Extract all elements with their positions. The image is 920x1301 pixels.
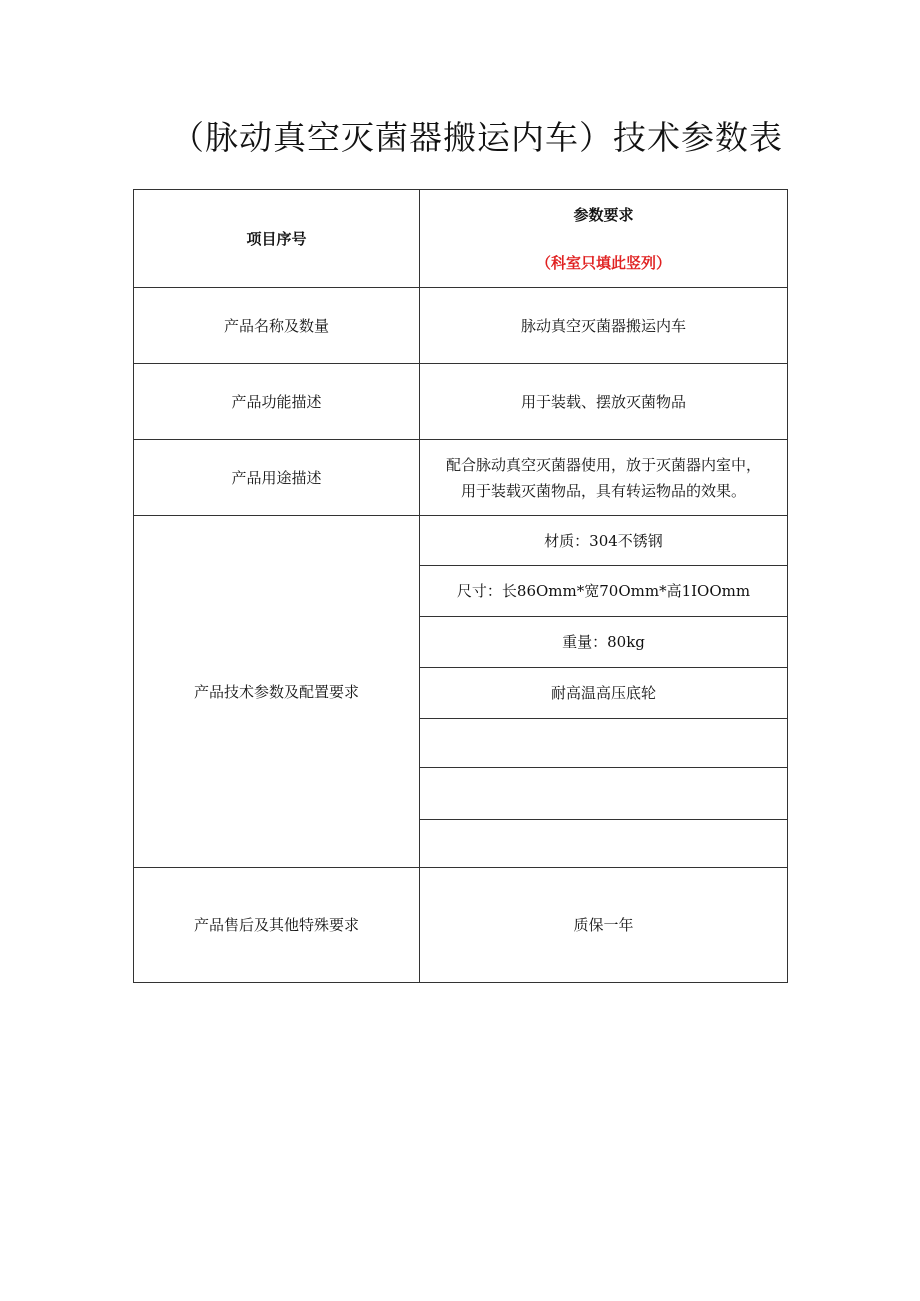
tech-item-casters: 耐高温高压底轮 (420, 668, 788, 719)
row-value-function: 用于装载、摆放灭菌物品 (420, 364, 788, 440)
table-row (134, 364, 788, 440)
row-value-after-sales: 质保一年 (420, 868, 788, 983)
tech-item-dimensions: 尺寸：长86Omm*宽70Omm*高1IOOmm (420, 566, 788, 617)
usage-line-2: 用于装载灭菌物品，具有转运物品的效果。 (460, 481, 746, 500)
tech-item-empty-2 (420, 768, 788, 820)
row-label-usage: 产品用途描述 (134, 440, 420, 516)
tech-item-empty-3 (420, 820, 788, 868)
row-label-function: 产品功能描述 (134, 364, 420, 440)
tech-item-empty-1 (420, 719, 788, 768)
header-item-no: 项目序号 (134, 190, 420, 288)
row-value-name-qty: 脉动真空灭菌器搬运内车 (420, 288, 788, 364)
row-label-after-sales: 产品售后及其他特殊要求 (134, 868, 420, 983)
row-value-usage (420, 440, 788, 516)
tech-item-weight: 重量：80kg (420, 617, 788, 668)
table-row (134, 288, 788, 364)
table-header-row (134, 190, 788, 288)
table-row (134, 516, 788, 566)
tech-item-material: 材质：304不锈钢 (420, 516, 788, 566)
header-requirements-label: 参数要求 (573, 205, 634, 224)
table-row (134, 440, 788, 516)
usage-line-1: 配合脉动真空灭菌器使用，放于灭菌器内室中， (445, 455, 761, 474)
header-requirements-note: （科室只填此竖列） (535, 253, 671, 272)
table-row (134, 868, 788, 983)
row-label-tech: 产品技术参数及配置要求 (134, 516, 420, 868)
row-label-name-qty: 产品名称及数量 (134, 288, 420, 364)
page-title: （脉动真空灭菌器搬运内车）技术参数表 (171, 118, 783, 157)
header-requirements (420, 190, 788, 288)
spec-table (133, 189, 788, 983)
